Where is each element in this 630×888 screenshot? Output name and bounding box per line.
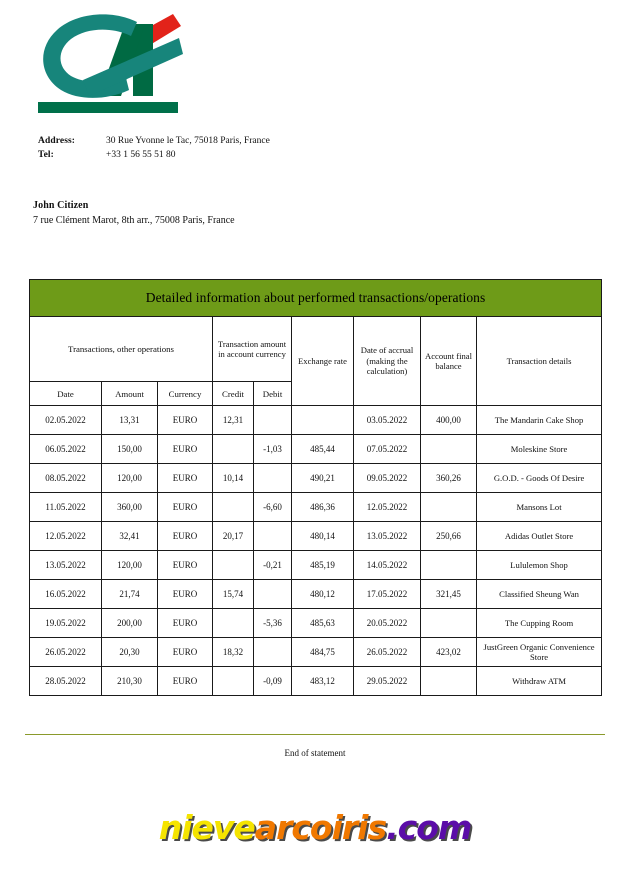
cell-debit: -1,03 bbox=[254, 435, 292, 464]
table-row bbox=[30, 406, 602, 435]
table-row bbox=[30, 522, 602, 551]
cell-balance: 360,26 bbox=[421, 464, 477, 493]
cell-balance bbox=[421, 493, 477, 522]
cell-date: 19.05.2022 bbox=[30, 609, 102, 638]
cell-currency: EURO bbox=[158, 638, 213, 667]
end-of-statement-text: End of statement bbox=[284, 748, 346, 758]
branch-tel-label: Tel: bbox=[38, 150, 54, 160]
cell-rate: 486,36 bbox=[292, 493, 354, 522]
cell-rate: 485,63 bbox=[292, 609, 354, 638]
cell-accrual: 26.05.2022 bbox=[354, 638, 421, 667]
cell-accrual: 13.05.2022 bbox=[354, 522, 421, 551]
site-watermark bbox=[0, 808, 630, 847]
table-title: Detailed information about performed transactions/operations bbox=[30, 280, 602, 317]
branch-address-block bbox=[38, 134, 458, 162]
cell-rate: 490,21 bbox=[292, 464, 354, 493]
cell-details: Withdraw ATM bbox=[477, 667, 602, 696]
header-account-final-balance: Account final balance bbox=[421, 317, 477, 406]
header-transaction-amount: Transaction amount in account currency bbox=[213, 317, 292, 382]
cell-credit: 10,14 bbox=[213, 464, 254, 493]
cell-amount: 13,31 bbox=[102, 406, 158, 435]
table-row bbox=[30, 464, 602, 493]
table-row bbox=[30, 638, 602, 667]
watermark-part-1: nieve bbox=[158, 808, 255, 847]
cell-credit bbox=[213, 667, 254, 696]
subheader-date: Date bbox=[30, 382, 102, 406]
cell-amount: 360,00 bbox=[102, 493, 158, 522]
cell-credit: 20,17 bbox=[213, 522, 254, 551]
subheader-amount: Amount bbox=[102, 382, 158, 406]
cell-rate: 480,14 bbox=[292, 522, 354, 551]
cell-amount: 32,41 bbox=[102, 522, 158, 551]
cell-rate: 483,12 bbox=[292, 667, 354, 696]
cell-balance bbox=[421, 609, 477, 638]
subheader-credit: Credit bbox=[213, 382, 254, 406]
cell-currency: EURO bbox=[158, 551, 213, 580]
cell-accrual: 14.05.2022 bbox=[354, 551, 421, 580]
cell-balance bbox=[421, 435, 477, 464]
table-row bbox=[30, 493, 602, 522]
header-transaction-details: Transaction details bbox=[477, 317, 602, 406]
header-exchange-rate: Exchange rate bbox=[292, 317, 354, 406]
credit-agricole-logo-icon bbox=[33, 8, 185, 103]
cell-date: 12.05.2022 bbox=[30, 522, 102, 551]
table-row bbox=[30, 580, 602, 609]
cell-amount: 200,00 bbox=[102, 609, 158, 638]
cell-balance bbox=[421, 667, 477, 696]
cell-balance: 321,45 bbox=[421, 580, 477, 609]
cell-accrual: 07.05.2022 bbox=[354, 435, 421, 464]
cell-accrual: 29.05.2022 bbox=[354, 667, 421, 696]
cell-amount: 120,00 bbox=[102, 551, 158, 580]
cell-rate: 485,44 bbox=[292, 435, 354, 464]
cell-amount: 20,30 bbox=[102, 638, 158, 667]
cell-credit bbox=[213, 551, 254, 580]
customer-name: John Citizen bbox=[33, 200, 89, 211]
cell-debit bbox=[254, 406, 292, 435]
branch-address-row bbox=[38, 134, 458, 148]
cell-balance: 423,02 bbox=[421, 638, 477, 667]
cell-details: The Cupping Room bbox=[477, 609, 602, 638]
cell-date: 11.05.2022 bbox=[30, 493, 102, 522]
watermark-part-2: arcoiris bbox=[254, 808, 387, 847]
cell-debit: -0,21 bbox=[254, 551, 292, 580]
cell-currency: EURO bbox=[158, 580, 213, 609]
cell-currency: EURO bbox=[158, 522, 213, 551]
cell-date: 26.05.2022 bbox=[30, 638, 102, 667]
table-row bbox=[30, 609, 602, 638]
branch-tel-row bbox=[38, 148, 458, 162]
cell-date: 16.05.2022 bbox=[30, 580, 102, 609]
cell-details: The Mandarin Cake Shop bbox=[477, 406, 602, 435]
cell-details: Adidas Outlet Store bbox=[477, 522, 602, 551]
table-row bbox=[30, 551, 602, 580]
cell-credit: 15,74 bbox=[213, 580, 254, 609]
table-body bbox=[30, 406, 602, 696]
cell-debit bbox=[254, 522, 292, 551]
cell-date: 02.05.2022 bbox=[30, 406, 102, 435]
customer-block bbox=[33, 198, 473, 228]
cell-details: G.O.D. - Goods Of Desire bbox=[477, 464, 602, 493]
cell-debit bbox=[254, 464, 292, 493]
cell-rate: 485,19 bbox=[292, 551, 354, 580]
branch-address-value: 30 Rue Yvonne le Tac, 75018 Paris, France bbox=[106, 136, 270, 146]
cell-amount: 210,30 bbox=[102, 667, 158, 696]
subheader-debit: Debit bbox=[254, 382, 292, 406]
table-title-row bbox=[30, 280, 602, 317]
cell-currency: EURO bbox=[158, 464, 213, 493]
cell-details: Mansons Lot bbox=[477, 493, 602, 522]
branch-tel-value: +33 1 56 55 51 80 bbox=[106, 150, 176, 160]
cell-balance: 400,00 bbox=[421, 406, 477, 435]
cell-credit bbox=[213, 435, 254, 464]
cell-credit: 18,32 bbox=[213, 638, 254, 667]
cell-debit: -0,09 bbox=[254, 667, 292, 696]
cell-date: 06.05.2022 bbox=[30, 435, 102, 464]
cell-accrual: 20.05.2022 bbox=[354, 609, 421, 638]
cell-accrual: 03.05.2022 bbox=[354, 406, 421, 435]
cell-rate: 480,12 bbox=[292, 580, 354, 609]
subheader-currency: Currency bbox=[158, 382, 213, 406]
cell-details: Classified Sheung Wan bbox=[477, 580, 602, 609]
cell-accrual: 09.05.2022 bbox=[354, 464, 421, 493]
cell-amount: 21,74 bbox=[102, 580, 158, 609]
cell-currency: EURO bbox=[158, 609, 213, 638]
bank-logo bbox=[33, 8, 185, 113]
customer-address: 7 rue Clément Marot, 8th arr., 75008 Paris, France bbox=[33, 215, 235, 226]
cell-balance bbox=[421, 551, 477, 580]
cell-credit bbox=[213, 609, 254, 638]
cell-rate: 484,75 bbox=[292, 638, 354, 667]
cell-currency: EURO bbox=[158, 406, 213, 435]
cell-credit bbox=[213, 493, 254, 522]
cell-currency: EURO bbox=[158, 493, 213, 522]
cell-currency: EURO bbox=[158, 435, 213, 464]
table-row bbox=[30, 435, 602, 464]
cell-accrual: 17.05.2022 bbox=[354, 580, 421, 609]
logo-underline-bar bbox=[38, 102, 178, 113]
cell-accrual: 12.05.2022 bbox=[354, 493, 421, 522]
cell-debit: -5,36 bbox=[254, 609, 292, 638]
cell-date: 28.05.2022 bbox=[30, 667, 102, 696]
cell-amount: 120,00 bbox=[102, 464, 158, 493]
cell-rate bbox=[292, 406, 354, 435]
branch-address-label: Address: bbox=[38, 136, 76, 146]
cell-date: 13.05.2022 bbox=[30, 551, 102, 580]
watermark-part-3: .com bbox=[386, 808, 472, 847]
transactions-table-wrapper bbox=[29, 279, 601, 696]
header-date-of-accrual: Date of accrual (making the calculation) bbox=[354, 317, 421, 406]
footer-divider bbox=[25, 734, 605, 735]
cell-amount: 150,00 bbox=[102, 435, 158, 464]
cell-date: 08.05.2022 bbox=[30, 464, 102, 493]
header-transactions: Transactions, other operations bbox=[30, 317, 213, 382]
cell-debit bbox=[254, 638, 292, 667]
table-row bbox=[30, 667, 602, 696]
cell-balance: 250,66 bbox=[421, 522, 477, 551]
table-head bbox=[30, 280, 602, 406]
cell-details: Lululemon Shop bbox=[477, 551, 602, 580]
cell-details: Moleskine Store bbox=[477, 435, 602, 464]
transactions-table bbox=[29, 279, 602, 696]
cell-credit: 12,31 bbox=[213, 406, 254, 435]
cell-debit: -6,60 bbox=[254, 493, 292, 522]
cell-debit bbox=[254, 580, 292, 609]
table-group-header-row bbox=[30, 317, 602, 382]
cell-currency: EURO bbox=[158, 667, 213, 696]
cell-details: JustGreen Organic Convenience Store bbox=[477, 638, 602, 667]
